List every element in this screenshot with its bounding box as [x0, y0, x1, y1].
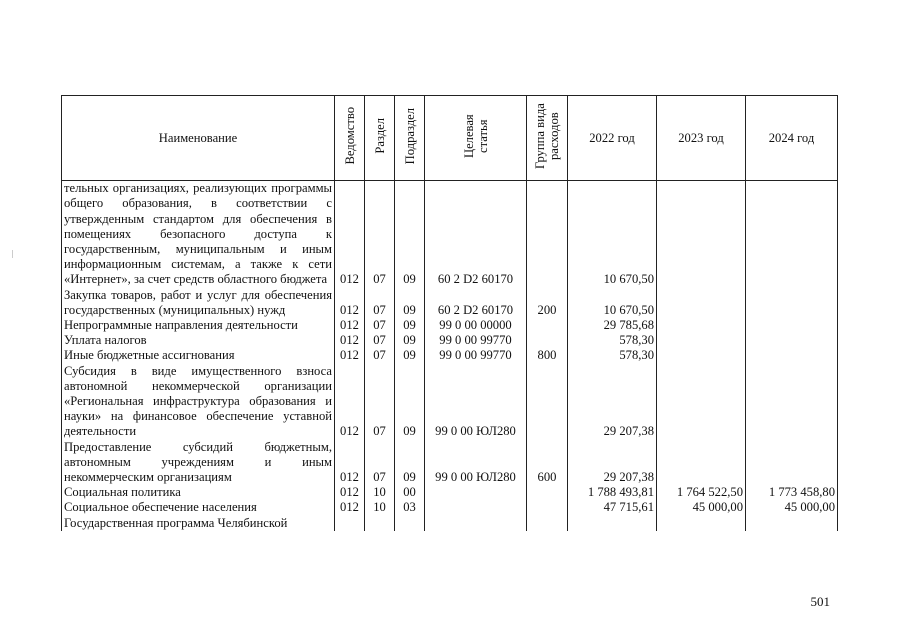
row-amount-2024: [746, 318, 838, 333]
row-amount-2022: 29 785,68: [568, 318, 657, 333]
row-razdel: [365, 516, 395, 531]
row-amount-2023: [657, 440, 746, 486]
row-amount-2024: 45 000,00: [746, 500, 838, 515]
row-razdel: 07: [365, 318, 395, 333]
table-row: [62, 516, 838, 531]
row-amount-2023: [657, 364, 746, 440]
row-celevaya-statya: [425, 516, 527, 531]
scan-mark: [12, 250, 13, 258]
table-row: [62, 333, 838, 348]
row-vedomstvo: [335, 516, 365, 531]
row-amount-2024: [746, 333, 838, 348]
row-amount-2022: 10 670,50: [568, 181, 657, 288]
row-celevaya-statya: 99 0 00 ЮЛ280: [425, 364, 527, 440]
row-gruppa-vida-rashodov: 800: [527, 348, 568, 363]
header-podrazdel: Подраздел: [395, 96, 425, 181]
row-name: Предоставление субсидий бюджетным, автономным учреждениям и иным некоммерческим организациям: [62, 440, 335, 486]
row-amount-2024: [746, 364, 838, 440]
row-celevaya-statya: 60 2 D2 60170: [425, 181, 527, 288]
row-name: Непрограммные направления деятельности: [62, 318, 335, 333]
row-podrazdel: 09: [395, 181, 425, 288]
table-row: [62, 364, 838, 440]
row-razdel: 07: [365, 364, 395, 440]
row-podrazdel: [395, 516, 425, 531]
row-gruppa-vida-rashodov: 200: [527, 288, 568, 318]
row-gruppa-vida-rashodov: [527, 500, 568, 515]
row-celevaya-statya: 99 0 00 99770: [425, 348, 527, 363]
row-amount-2023: 1 764 522,50: [657, 485, 746, 500]
row-gruppa-vida-rashodov: [527, 485, 568, 500]
row-amount-2023: [657, 318, 746, 333]
row-gruppa-vida-rashodov: [527, 364, 568, 440]
row-razdel: 10: [365, 500, 395, 515]
row-podrazdel: 09: [395, 440, 425, 486]
row-vedomstvo: 012: [335, 364, 365, 440]
table-body: [62, 181, 838, 531]
table-row: [62, 485, 838, 500]
row-name: Государственная программа Челябинской: [62, 516, 335, 531]
row-razdel: 07: [365, 181, 395, 288]
row-name: Уплата налогов: [62, 333, 335, 348]
row-razdel: 07: [365, 333, 395, 348]
row-amount-2023: [657, 333, 746, 348]
row-amount-2023: [657, 288, 746, 318]
row-amount-2022: 29 207,38: [568, 364, 657, 440]
table-row: [62, 348, 838, 363]
row-amount-2024: [746, 181, 838, 288]
row-amount-2022: 578,30: [568, 333, 657, 348]
row-vedomstvo: 012: [335, 485, 365, 500]
row-name: Субсидия в виде имущественного взноса автономной некоммерческой организации «Региональная инфраструктура образования и науки» на финансовое обеспечение уставной деятельности: [62, 364, 335, 440]
table-row: [62, 318, 838, 333]
row-vedomstvo: 012: [335, 348, 365, 363]
header-2024: 2024 год: [746, 96, 838, 181]
row-razdel: 07: [365, 440, 395, 486]
row-amount-2022: 47 715,61: [568, 500, 657, 515]
row-vedomstvo: 012: [335, 333, 365, 348]
page-number: 501: [810, 594, 830, 609]
row-amount-2024: [746, 516, 838, 531]
row-gruppa-vida-rashodov: [527, 181, 568, 288]
row-amount-2022: 10 670,50: [568, 288, 657, 318]
row-podrazdel: 09: [395, 348, 425, 363]
table-row: [62, 500, 838, 515]
header-2022: 2022 год: [568, 96, 657, 181]
row-celevaya-statya: 99 0 00 99770: [425, 333, 527, 348]
budget-table: [61, 95, 838, 531]
row-amount-2024: [746, 348, 838, 363]
table-row: [62, 440, 838, 486]
row-amount-2022: [568, 516, 657, 531]
row-gruppa-vida-rashodov: [527, 333, 568, 348]
row-celevaya-statya: 99 0 00 ЮЛ280: [425, 440, 527, 486]
row-podrazdel: 09: [395, 364, 425, 440]
row-vedomstvo: 012: [335, 500, 365, 515]
header-2023: 2023 год: [657, 96, 746, 181]
row-name: Закупка товаров, работ и услуг для обеспечения государственных (муниципальных) нужд: [62, 288, 335, 318]
row-razdel: 10: [365, 485, 395, 500]
row-name: Социальное обеспечение населения: [62, 500, 335, 515]
row-celevaya-statya: [425, 500, 527, 515]
row-name: тельных организациях, реализующих программы общего образования, в соответствии с утвержденным стандартом для обеспечения в помещениях безопасного доступа к государственным, муниципальным и иным информационным системам, а также к сети «Интернет», за счет средств областного бюджета: [62, 181, 335, 288]
row-vedomstvo: 012: [335, 440, 365, 486]
row-podrazdel: 00: [395, 485, 425, 500]
row-razdel: 07: [365, 288, 395, 318]
row-amount-2022: 1 788 493,81: [568, 485, 657, 500]
row-podrazdel: 09: [395, 318, 425, 333]
row-amount-2023: [657, 348, 746, 363]
row-podrazdel: 09: [395, 333, 425, 348]
row-amount-2023: [657, 516, 746, 531]
row-gruppa-vida-rashodov: [527, 516, 568, 531]
row-gruppa-vida-rashodov: 600: [527, 440, 568, 486]
row-amount-2022: 578,30: [568, 348, 657, 363]
header-name: Наименование: [62, 96, 335, 181]
row-name: Иные бюджетные ассигнования: [62, 348, 335, 363]
table-row: [62, 181, 838, 288]
row-celevaya-statya: [425, 485, 527, 500]
header-razdel: Раздел: [365, 96, 395, 181]
header-gruppa-vida-rashodov: Группа вида расходов: [527, 96, 568, 181]
table-header-row: [62, 96, 838, 181]
row-celevaya-statya: 60 2 D2 60170: [425, 288, 527, 318]
row-name: Социальная политика: [62, 485, 335, 500]
row-amount-2023: [657, 181, 746, 288]
row-amount-2023: 45 000,00: [657, 500, 746, 515]
row-celevaya-statya: 99 0 00 00000: [425, 318, 527, 333]
row-amount-2024: [746, 288, 838, 318]
header-vedomstvo: Ведомство: [335, 96, 365, 181]
header-celevaya-statya: Целевая статья: [425, 96, 527, 181]
row-amount-2022: 29 207,38: [568, 440, 657, 486]
row-amount-2024: [746, 440, 838, 486]
row-podrazdel: 03: [395, 500, 425, 515]
row-vedomstvo: 012: [335, 181, 365, 288]
row-podrazdel: 09: [395, 288, 425, 318]
row-amount-2024: 1 773 458,80: [746, 485, 838, 500]
row-gruppa-vida-rashodov: [527, 318, 568, 333]
row-razdel: 07: [365, 348, 395, 363]
table-row: [62, 288, 838, 318]
row-vedomstvo: 012: [335, 318, 365, 333]
row-vedomstvo: 012: [335, 288, 365, 318]
